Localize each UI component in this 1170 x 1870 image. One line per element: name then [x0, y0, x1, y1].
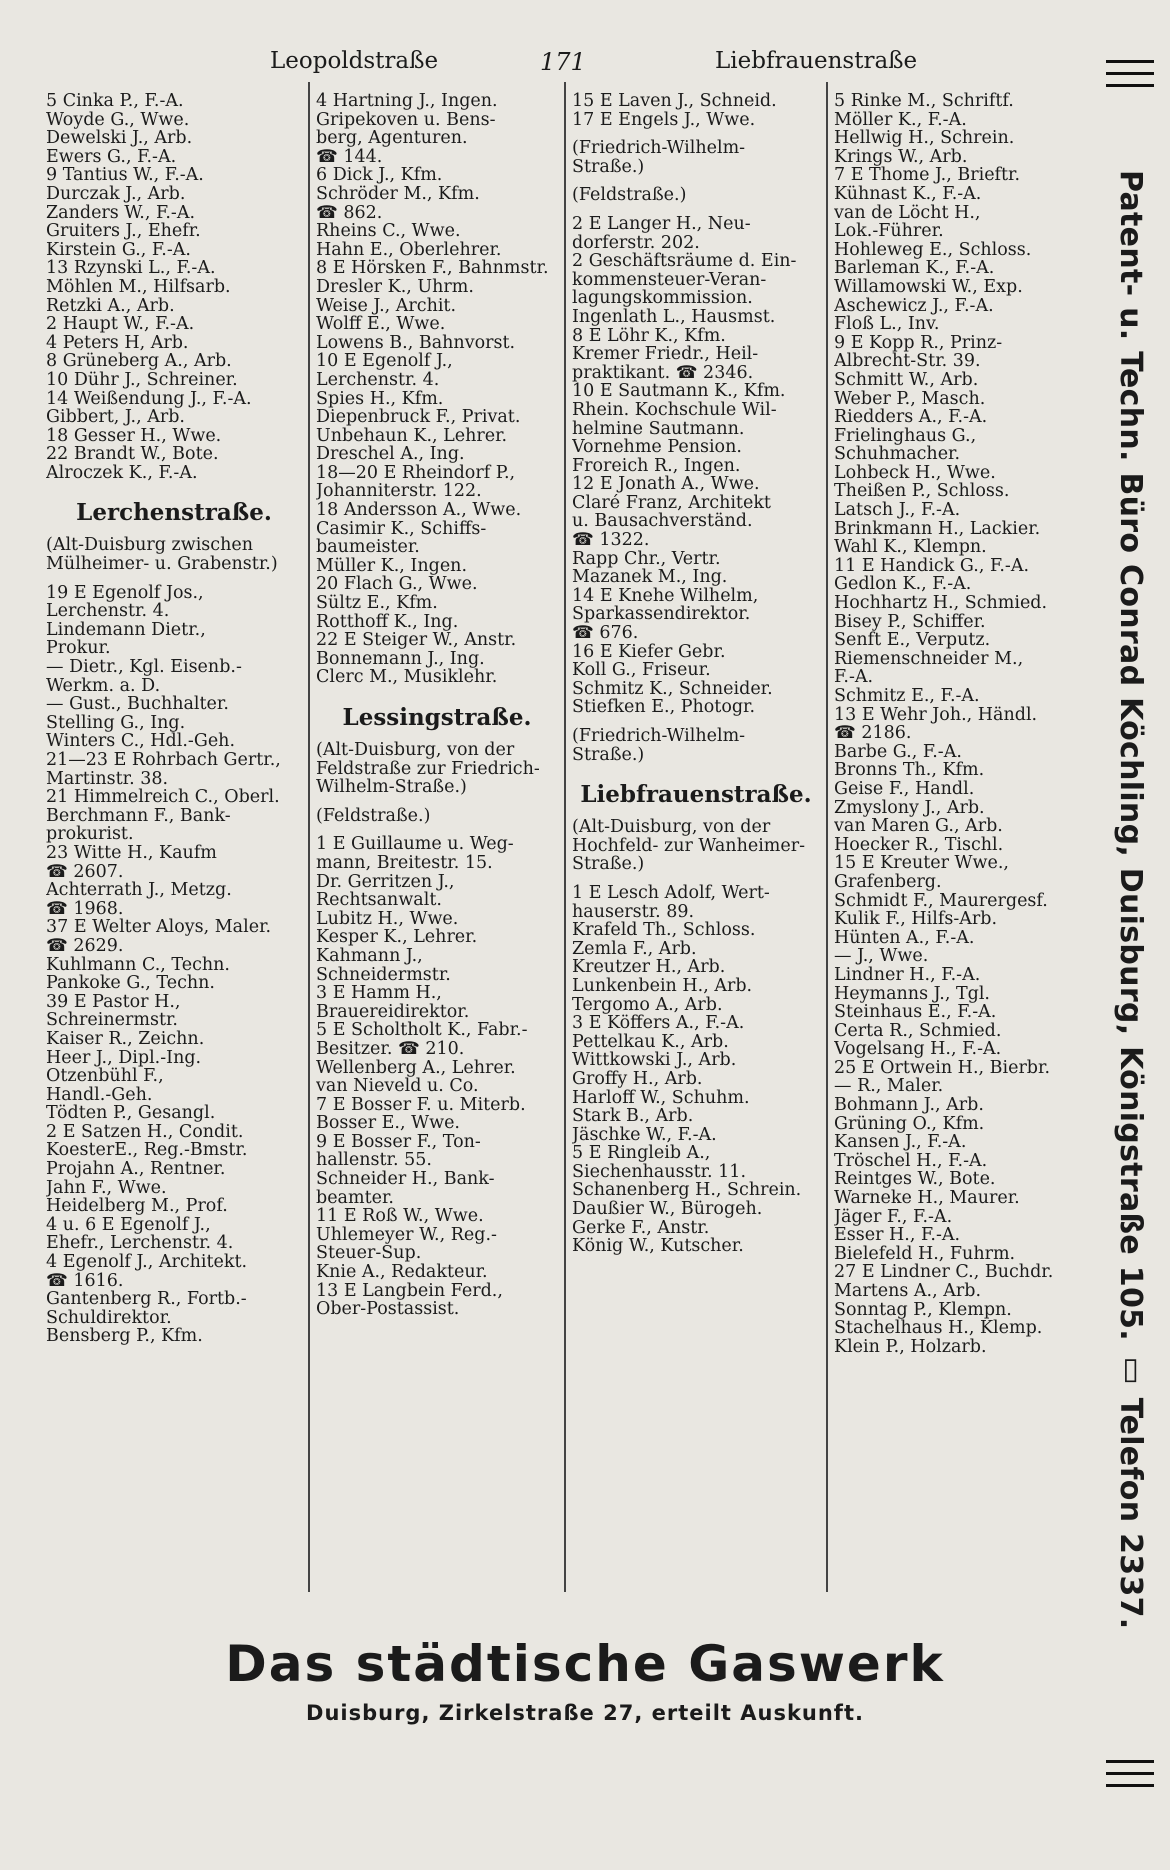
directory-entry: Lerchenstr. 4.	[316, 370, 440, 390]
directory-entry: Projahn A., Rentner.	[46, 1160, 226, 1179]
directory-entry: Gibbert, J., Arb.	[46, 408, 185, 427]
directory-entry: 11 E Handick G., F.-A.	[834, 556, 1030, 576]
directory-entry: 19 E Egenolf Jos.,	[46, 583, 204, 603]
directory-entry: 18—20 E Rheindorf P.,	[316, 463, 516, 483]
directory-entry: Straße.)	[572, 855, 645, 874]
directory-entry: Wittkowski J., Arb.	[572, 1051, 737, 1070]
directory-entry: (Alt-Duisburg, von der	[316, 741, 515, 760]
directory-entry: 22 Brandt W., Bote.	[46, 445, 219, 464]
directory-entry: praktikant. ☎ 2346.	[572, 363, 754, 383]
directory-entry: Casimir K., Schiffs-	[316, 519, 487, 539]
directory-entry: Kahmann J.,	[316, 946, 423, 966]
directory-entry: hallenstr. 55.	[316, 1151, 432, 1171]
spacer	[572, 205, 820, 215]
directory-entry: 27 E Lindner C., Buchdr.	[834, 1263, 1054, 1282]
directory-entry: helmine Sautmann.	[572, 419, 745, 439]
directory-entry: 9 Tantius W., F.-A.	[46, 166, 204, 185]
directory-entry: Rechtsanwalt.	[316, 891, 442, 910]
directory-entry: 15 E Laven J., Schneid.	[572, 92, 777, 111]
directory-entry: Lerchenstr. 4.	[46, 602, 170, 621]
directory-entry: kommensteuer-Veran-	[572, 270, 767, 290]
directory-entry: 37 E Welter Aloys, Maler.	[46, 918, 272, 937]
directory-entry: Gantenberg R., Fortb.-	[46, 1290, 247, 1309]
directory-entry: 25 E Ortwein H., Bierbr.	[834, 1058, 1051, 1078]
directory-entry: Hohleweg E., Schloss.	[834, 240, 1032, 260]
directory-entry: 21—23 E Rohrbach Gertr.,	[46, 751, 281, 770]
directory-entry: 10 E Egenolf J.,	[316, 352, 453, 371]
spacer	[572, 129, 820, 139]
directory-entry: 8 Grüneberg A., Arb.	[46, 352, 232, 371]
sidebar-rule	[1106, 1784, 1154, 1787]
directory-entry: Bosser E., Wwe.	[316, 1114, 460, 1133]
directory-entry: Frielinghaus G.,	[834, 426, 977, 446]
directory-entry: 14 E Knehe Wilhelm,	[572, 586, 759, 606]
directory-entry: 18 Andersson A., Wwe.	[316, 501, 522, 520]
directory-entry: F.-A.	[834, 668, 874, 687]
directory-entry: berg, Agenturen.	[316, 129, 468, 148]
directory-entry: Kaiser R., Zeichn.	[46, 1029, 205, 1049]
directory-entry: Vornehme Pension.	[572, 438, 742, 457]
directory-entry: Tröschel H., F.-A.	[834, 1151, 988, 1171]
column-1	[40, 82, 310, 1592]
column-3	[566, 82, 828, 1592]
directory-entry: Dr. Gerritzen J.,	[316, 872, 455, 892]
directory-entry: Bensberg P., Kfm.	[46, 1327, 203, 1346]
directory-entry: Tödten P., Gesangl.	[46, 1104, 216, 1123]
sidebar-advertisement	[1100, 60, 1158, 1860]
directory-entry: Martens A., Arb.	[834, 1282, 982, 1301]
directory-entry: 5 E Ringleib A.,	[572, 1144, 711, 1163]
directory-entry: Tergomo A., Arb.	[572, 995, 723, 1015]
directory-entry: lagungskommission.	[572, 289, 753, 308]
directory-entry: Steinhaus E., F.-A.	[834, 1003, 997, 1022]
footer-title: Das städtische Gaswerk	[225, 1635, 945, 1693]
directory-entry: (Friedrich-Wilhelm-	[572, 139, 746, 158]
directory-entry: Bisey P., Schiffer.	[834, 612, 986, 632]
directory-entry: 7 E Thome J., Brieftr.	[834, 166, 1021, 185]
directory-entry: Stelling G., Ing.	[46, 713, 186, 733]
directory-entry: Straße.)	[572, 157, 645, 177]
directory-entry: Hochhartz H., Schmied.	[834, 594, 1048, 613]
directory-entry: Berchmann F., Bank-	[46, 806, 231, 826]
directory-entry: Daußier W., Bürogeh.	[572, 1200, 763, 1219]
directory-entry: ☎ 2607.	[46, 862, 124, 882]
directory-entry: ☎ 1322.	[572, 531, 650, 550]
directory-entry: (Feldstraße.)	[572, 186, 687, 205]
column-4	[828, 82, 1092, 1592]
directory-entry: Dreschel A., Ing.	[316, 445, 465, 464]
directory-entry: beamter.	[316, 1188, 394, 1208]
directory-entry: Wolff E., Wwe.	[316, 315, 446, 334]
directory-entry: 7 E Bosser F. u. Miterb.	[316, 1095, 526, 1115]
directory-entry: Schmidt F., Maurergesf.	[834, 891, 1048, 911]
directory-entry: 8 E Hörsken F., Bahnmstr.	[316, 259, 549, 278]
directory-entry: Lohbeck H., Wwe.	[834, 463, 996, 483]
directory-entry: 2 Haupt W., F.-A.	[46, 315, 195, 334]
directory-entry: Kirstein G., F.-A.	[46, 240, 191, 260]
directory-entry: Reintges W., Bote.	[834, 1170, 996, 1190]
directory-entry: Woyde G., Wwe.	[46, 110, 190, 130]
directory-entry: Schuldirektor.	[46, 1308, 172, 1328]
directory-entry: — R., Maler.	[834, 1077, 944, 1097]
directory-entry: Bronns Th., Kfm.	[834, 761, 985, 780]
directory-entry: Geise F., Handl.	[834, 779, 975, 799]
directory-entry: Kesper K., Lehrer.	[316, 928, 478, 947]
spacer	[316, 825, 558, 835]
directory-entry: ☎ 676.	[572, 624, 639, 643]
directory-entry: Mülheimer- u. Grabenstr.)	[46, 555, 278, 574]
directory-entry: 12 E Jonath A., Wwe.	[572, 475, 760, 494]
directory-entry: Wahl K., Klempn.	[834, 538, 987, 557]
directory-entry: ☎ 2629.	[46, 936, 124, 956]
directory-entry: mann, Breitestr. 15.	[316, 853, 493, 873]
directory-entry: Grüning O., Kfm.	[834, 1114, 985, 1134]
directory-entry: Aschewicz J., F.-A.	[834, 296, 994, 316]
directory-entry: 1 E Lesch Adolf, Wert-	[572, 883, 770, 903]
page-number: 171	[540, 48, 586, 76]
directory-entry: Retzki A., Arb.	[46, 296, 175, 316]
directory-entry: Zemla F., Arb.	[572, 939, 697, 959]
directory-entry: Kremer Friedr., Heil-	[572, 345, 759, 364]
directory-entry: Spies H., Kfm.	[316, 389, 444, 409]
directory-entry: Jäger F., F.-A.	[834, 1207, 953, 1227]
directory-entry: Werkm. a. D.	[46, 676, 161, 696]
directory-entry: 6 Dick J., Kfm.	[316, 166, 443, 185]
sidebar-rule	[1106, 1760, 1154, 1763]
directory-entry: Straße.)	[572, 745, 645, 765]
directory-entry: 4 Hartning J., Ingen.	[316, 92, 498, 111]
directory-entry: Latsch J., F.-A.	[834, 501, 961, 520]
directory-entry: 39 E Pastor H.,	[46, 992, 181, 1012]
spacer	[572, 176, 820, 186]
directory-entry: Lunkenbein H., Arb.	[572, 976, 753, 996]
directory-entry: Gerke F., Anstr.	[572, 1218, 710, 1238]
directory-entry: Schmitz E., F.-A.	[834, 687, 980, 706]
directory-entry: 16 E Kiefer Gebr.	[572, 642, 726, 662]
directory-entry: KoesterE., Reg.-Bmstr.	[46, 1141, 248, 1161]
spacer	[46, 574, 302, 584]
directory-entry: Koll G., Friseur.	[572, 661, 711, 680]
directory-entry: Harloff W., Schuhm.	[572, 1088, 750, 1108]
directory-entry: (Friedrich-Wilhelm-	[572, 727, 746, 746]
directory-entry: Sültz E., Kfm.	[316, 594, 438, 613]
directory-entry: Diepenbruck F., Privat.	[316, 408, 521, 427]
directory-entry: Hünten A., F.-A.	[834, 928, 975, 948]
directory-entry: ☎ 862.	[316, 203, 383, 223]
directory-entry: Möller K., F.-A.	[834, 110, 967, 130]
directory-entry: Besitzer. ☎ 210.	[316, 1039, 465, 1059]
directory-entry: Pankoke G., Techn.	[46, 974, 215, 993]
directory-entry: Knie A., Redakteur.	[316, 1263, 488, 1282]
directory-entry: Krafeld Th., Schloss.	[572, 921, 756, 940]
directory-entry: Ewers G., F.-A.	[46, 147, 177, 167]
directory-entry: 9 E Kopp R., Prinz-	[834, 333, 1003, 353]
directory-entry: Kühnast K., F.-A.	[834, 184, 982, 204]
directory-entry: Albrecht-Str. 39.	[834, 352, 981, 371]
directory-entry: 2 Geschäftsräume d. Ein-	[572, 252, 797, 271]
directory-entry: Schröder M., Kfm.	[316, 184, 480, 204]
directory-entry: Rhein. Kochschule Wil-	[572, 400, 777, 420]
directory-entry: 9 E Bosser F., Ton-	[316, 1132, 481, 1152]
directory-entry: Ober-Postassist.	[316, 1300, 460, 1319]
directory-entry: — Gust., Buchhalter.	[46, 695, 229, 714]
directory-entry: Hahn E., Oberlehrer.	[316, 240, 502, 260]
directory-entry: Bielefeld H., Fuhrm.	[834, 1244, 1016, 1264]
directory-entry: Hochfeld- zur Wanheimer-	[572, 836, 806, 856]
directory-entry: Lindemann Dietr.,	[46, 620, 206, 640]
directory-entry: Esser H., F.-A.	[834, 1226, 961, 1245]
street-heading: Liebfrauenstraße.	[580, 781, 812, 809]
directory-entry: Heidelberg M., Prof.	[46, 1197, 228, 1216]
directory-entry: Vogelsang H., F.-A.	[834, 1040, 1002, 1059]
directory-entry: Zanders W., F.-A.	[46, 203, 196, 223]
directory-entry: Claré Franz, Architekt	[572, 493, 771, 513]
directory-entry: (Alt-Duisburg, von der	[572, 818, 771, 837]
directory-entry: Martinstr. 38.	[46, 769, 169, 789]
directory-entry: Rotthoff K., Ing.	[316, 612, 459, 632]
directory-entry: 18 Gesser H., Wwe.	[46, 426, 222, 446]
directory-entry: Bohmann J., Arb.	[834, 1096, 984, 1115]
directory-entry: baumeister.	[316, 538, 420, 557]
directory-entry: Siechenhausstr. 11.	[572, 1162, 747, 1182]
directory-entry: Stachelhaus H., Klemp.	[834, 1319, 1043, 1338]
directory-entry: Stark B., Arb.	[572, 1107, 694, 1126]
directory-entry: 10 E Sautmann K., Kfm.	[572, 382, 786, 401]
sidebar-rule	[1106, 72, 1154, 75]
directory-entry: Klein P., Holzarb.	[834, 1337, 987, 1357]
directory-entry: van de Löcht H.,	[834, 203, 981, 223]
directory-entry: 2 E Langer H., Neu-	[572, 214, 751, 234]
directory-entry: Kuhlmann C., Techn.	[46, 955, 230, 975]
directory-entry: Willamowski W., Exp.	[834, 277, 1023, 297]
directory-entry: Otzenbühl F.,	[46, 1067, 164, 1086]
directory-entry: Warneke H., Maurer.	[834, 1189, 1020, 1208]
directory-entry: Schmitt W., Arb.	[834, 370, 979, 390]
directory-entry: Wellenberg A., Lehrer.	[316, 1058, 516, 1078]
directory-entry: 8 E Löhr K., Kfm.	[572, 326, 726, 346]
directory-entry: 13 E Wehr Joh., Händl.	[834, 705, 1038, 725]
directory-entry: — Dietr., Kgl. Eisenb.-	[46, 658, 242, 677]
directory-entry: van Nieveld u. Co.	[316, 1077, 479, 1096]
directory-entry: Schreinermstr.	[46, 1011, 178, 1030]
directory-entry: Gruiters J., Ehefr.	[46, 222, 201, 241]
directory-entry: ☎ 1968.	[46, 899, 124, 919]
directory-entry: ☎ 2186.	[834, 724, 912, 743]
directory-entry: Schanenberg H., Schrein.	[572, 1181, 802, 1201]
directory-entry: Feldstraße zur Friedrich-	[316, 759, 540, 779]
sidebar-rule	[1106, 84, 1154, 87]
directory-entry: 4 u. 6 E Egenolf J.,	[46, 1215, 211, 1235]
directory-entry: Sparkassendirektor.	[572, 605, 751, 625]
directory-entry: van Maren G., Arb.	[834, 817, 1003, 836]
directory-entry: 14 Weißendung J., F.-A.	[46, 389, 252, 409]
directory-entry: Durczak J., Arb.	[46, 184, 186, 204]
directory-entry: Möhlen M., Hilfsarb.	[46, 277, 231, 297]
directory-entry: Certa R., Schmied.	[834, 1021, 1002, 1041]
directory-entry: 5 Rinke M., Schriftf.	[834, 92, 1014, 111]
directory-entry: 3 E Köffers A., F.-A.	[572, 1014, 745, 1033]
directory-entry: Barleman K., F.-A.	[834, 259, 995, 278]
directory-entry: — J., Wwe.	[834, 947, 929, 966]
directory-entry: Brauereidirektor.	[316, 1002, 470, 1022]
directory-entry: Lok.-Führer.	[834, 222, 944, 241]
directory-entry: Dewelski J., Arb.	[46, 129, 193, 148]
directory-entry: Uhlemeyer W., Reg.-	[316, 1225, 497, 1245]
directory-entry: Schneider H., Bank-	[316, 1170, 495, 1189]
directory-entry: Dresler K., Uhrm.	[316, 277, 474, 297]
directory-entry: Floß L., Inv.	[834, 315, 940, 334]
directory-columns	[40, 82, 1092, 1592]
directory-entry: Gedlon K., F.-A.	[834, 575, 972, 595]
directory-entry: Hellwig H., Schrein.	[834, 129, 1015, 148]
directory-entry: 10 Dühr J., Schreiner.	[46, 370, 238, 390]
column-2	[310, 82, 566, 1592]
directory-entry: 3 E Hamm H.,	[316, 984, 442, 1003]
directory-entry: Lubitz H., Wwe.	[316, 909, 459, 929]
directory-entry: Barbe G., F.-A.	[834, 742, 962, 762]
directory-entry: Bonnemann J., Ing.	[316, 649, 485, 669]
directory-entry: Wilhelm-Straße.)	[316, 778, 467, 797]
directory-entry: Steuer-Sup.	[316, 1244, 422, 1264]
directory-entry: Brinkmann H., Lackier.	[834, 519, 1041, 539]
directory-entry: 2 E Satzen H., Condit.	[46, 1122, 244, 1142]
directory-entry: Kreutzer H., Arb.	[572, 958, 726, 977]
directory-entry: Lowens B., Bahnvorst.	[316, 333, 516, 353]
directory-entry: prokurist.	[46, 825, 134, 844]
directory-entry: 5 E Scholtholt K., Fabr.-	[316, 1021, 528, 1040]
directory-entry: 23 Witte H., Kaufm	[46, 843, 217, 863]
header-right-street: Liebfrauenstraße	[715, 48, 918, 74]
directory-entry: Kansen J., F.-A.	[834, 1133, 967, 1152]
directory-entry: Stiefken E., Photogr.	[572, 698, 756, 717]
directory-entry: Rheins C., Wwe.	[316, 222, 461, 241]
page-header	[0, 40, 1080, 80]
directory-entry: 13 Rzynski L., F.-A.	[46, 259, 216, 278]
directory-entry: 11 E Roß W., Wwe.	[316, 1207, 484, 1226]
street-heading: Lerchenstraße.	[76, 499, 272, 527]
directory-entry: ☎ 1616.	[46, 1271, 124, 1291]
directory-entry: Prokur.	[46, 639, 111, 659]
directory-entry: 17 E Engels J., Wwe.	[572, 110, 756, 130]
directory-entry: dorferstr. 202.	[572, 233, 700, 253]
directory-entry: 15 E Kreuter Wwe.,	[834, 854, 1009, 873]
directory-entry: Grafenberg.	[834, 872, 942, 892]
directory-entry: Zmyslony J., Arb.	[834, 798, 985, 818]
directory-entry: König W., Kutscher.	[572, 1237, 744, 1256]
directory-entry: 22 E Steiger W., Anstr.	[316, 631, 517, 650]
directory-entry: Alroczek K., F.-A.	[46, 463, 198, 483]
directory-entry: Lindner H., F.-A.	[834, 965, 981, 985]
header-left-street: Leopoldstraße	[270, 48, 439, 74]
spacer	[316, 797, 558, 807]
footer-subtitle: Duisburg, Zirkelstraße 27, erteilt Auskunft.	[306, 1701, 864, 1725]
directory-entry: Clerc M., Musiklehr.	[316, 668, 498, 687]
directory-entry: Riedders A., F.-A.	[834, 408, 988, 427]
street-heading: Lessingstraße.	[342, 704, 532, 731]
directory-entry: ☎ 144.	[316, 147, 383, 167]
directory-entry: 5 Cinka P., F.-A.	[46, 92, 184, 111]
directory-entry: u. Bausachverständ.	[572, 512, 753, 532]
directory-entry: Johanniterstr. 122.	[316, 482, 482, 502]
footer-advertisement	[0, 1635, 1170, 1725]
directory-entry: Müller K., Ingen.	[316, 556, 468, 576]
directory-entry: Krings W., Arb.	[834, 147, 968, 167]
directory-entry: Gripekoven u. Bens-	[316, 110, 496, 130]
directory-entry: Kulik F., Hilfs-Arb.	[834, 910, 998, 929]
directory-entry: Unbehaun K., Lehrer.	[316, 426, 508, 446]
directory-entry: 4 Egenolf J., Architekt.	[46, 1253, 248, 1272]
directory-entry: Handl.-Geh.	[46, 1085, 153, 1105]
directory-entry: Hoecker R., Tischl.	[834, 835, 1004, 855]
directory-entry: Senft E., Verputz.	[834, 631, 991, 650]
directory-entry: Rapp Chr., Vertr.	[572, 549, 721, 569]
directory-entry: Mazanek M., Ing.	[572, 568, 728, 587]
directory-entry: (Feldstraße.)	[316, 806, 431, 826]
directory-entry: 21 Himmelreich C., Oberl.	[46, 788, 280, 807]
directory-entry: 13 E Langbein Ferd.,	[316, 1281, 503, 1301]
directory-entry: Ingenlath L., Hausmst.	[572, 307, 776, 327]
directory-entry: Winters C., Hdl.-Geh.	[46, 732, 236, 751]
directory-entry: Groffy H., Arb.	[572, 1069, 703, 1089]
directory-entry: Sonntag P., Klempn.	[834, 1300, 1012, 1320]
directory-entry: Heer J., Dipl.-Ing.	[46, 1048, 202, 1068]
directory-entry: 20 Flach G., Wwe.	[316, 575, 478, 595]
directory-entry: (Alt-Duisburg zwischen	[46, 536, 253, 556]
directory-entry: hauserstr. 89.	[572, 902, 695, 922]
directory-entry: Weise J., Archit.	[316, 296, 457, 316]
directory-entry: Schmitz K., Schneider.	[572, 679, 773, 699]
directory-entry: Jäschke W., F.-A.	[572, 1125, 717, 1145]
directory-entry: Ehefr., Lerchenstr. 4.	[46, 1234, 234, 1254]
spacer	[572, 874, 820, 884]
directory-entry: Jahn F., Wwe.	[46, 1178, 167, 1198]
directory-entry: 1 E Guillaume u. Weg-	[316, 835, 514, 854]
directory-entry: Theißen P., Schloss.	[834, 482, 1010, 502]
directory-entry: Heymanns J., Tgl.	[834, 984, 990, 1004]
directory-entry: Schuhmacher.	[834, 445, 961, 464]
sidebar-ad-text: Patent- u. Techn. Büro Conrad Köchling, Duisburg, Königstraße 105. ▯ Telefon 2337.	[1113, 170, 1148, 1630]
directory-entry: Pettelkau K., Arb.	[572, 1032, 729, 1052]
spacer	[572, 717, 820, 727]
directory-entry: Weber P., Masch.	[834, 389, 986, 409]
sidebar-rule	[1106, 60, 1154, 63]
directory-entry: Riemenschneider M.,	[834, 649, 1024, 669]
directory-entry: 4 Peters H, Arb.	[46, 333, 189, 353]
directory-entry: Achterrath J., Metzg.	[46, 881, 232, 900]
sidebar-rule	[1106, 1772, 1154, 1775]
directory-entry: Schneidermstr.	[316, 965, 451, 985]
directory-entry: Froreich R., Ingen.	[572, 456, 741, 476]
